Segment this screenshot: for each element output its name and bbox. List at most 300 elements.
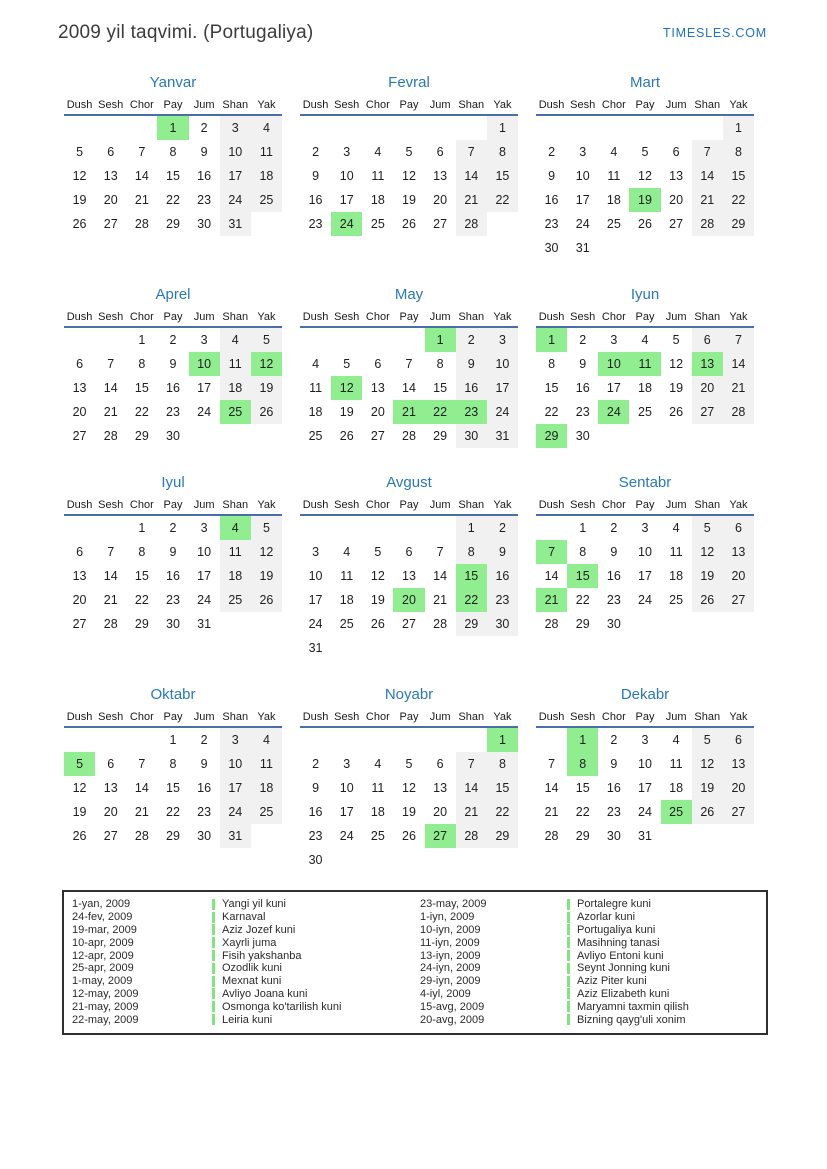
month-title: Avgust [386, 474, 432, 491]
day-cell: 26 [402, 829, 416, 843]
legend-item [72, 936, 420, 949]
day-cell: 26 [251, 400, 282, 424]
day-cell: 10 [197, 545, 212, 559]
page-title: 2009 yil taqvimi. (Portugaliya) [58, 22, 314, 43]
day-cell: 28 [402, 429, 416, 443]
day-cell: 30 [544, 241, 559, 255]
day-cell: 25 [661, 800, 692, 824]
day-cell: 1 [567, 728, 598, 752]
day-cell: 31 [220, 212, 251, 236]
weekday-label: Yak [493, 711, 512, 723]
day-cell: 25 [669, 593, 684, 607]
weekday-label: Chor [601, 711, 626, 723]
weekday-row [300, 711, 518, 728]
weekday-label: Chor [365, 99, 390, 111]
day-cell: 20 [103, 805, 118, 819]
holiday-marker-icon [567, 976, 570, 987]
day-cell-empty [692, 116, 723, 140]
day-cell: 13 [433, 781, 448, 795]
day-cell-empty [487, 636, 518, 660]
weekday-label: Yak [729, 711, 748, 723]
day-cell: 6 [692, 328, 723, 352]
day-cell: 21 [536, 588, 567, 612]
day-cell-empty [362, 848, 393, 872]
day-cell: 2 [456, 328, 487, 352]
day-cell: 9 [312, 781, 320, 795]
legend-item-name: Leiria kuni [222, 1013, 273, 1026]
day-cell: 4 [374, 145, 382, 159]
holiday-marker-icon [212, 950, 215, 961]
legend-item-name: Portalegre kuni [577, 898, 651, 911]
day-cell: 18 [308, 405, 323, 419]
day-cell: 1 [487, 728, 518, 752]
day-cell: 14 [544, 569, 559, 583]
day-cell: 24 [638, 805, 652, 819]
day-cell: 29 [456, 612, 487, 636]
weekday-label: Yak [257, 711, 276, 723]
day-cell: 9 [169, 545, 177, 559]
legend-item [420, 1013, 760, 1026]
day-cell-empty [251, 612, 282, 636]
day-cell: 3 [487, 328, 518, 352]
day-cell-empty [331, 516, 362, 540]
weekday-label: Pay [163, 499, 183, 511]
day-cell: 18 [251, 776, 282, 800]
month-days [300, 516, 518, 660]
weekday-label: Sesh [98, 711, 124, 723]
day-cell: 22 [166, 805, 180, 819]
holiday-marker-icon [212, 899, 215, 910]
day-cell: 23 [487, 588, 518, 612]
month-days [300, 328, 518, 448]
day-cell: 26 [669, 405, 684, 419]
day-cell-empty [393, 728, 424, 752]
day-cell: 24 [598, 400, 629, 424]
day-cell: 14 [456, 776, 487, 800]
day-cell: 3 [220, 728, 251, 752]
day-cell: 1 [723, 116, 754, 140]
weekday-label: Pay [399, 311, 419, 323]
day-cell: 22 [134, 405, 149, 419]
day-cell: 2 [169, 521, 177, 535]
day-cell: 11 [251, 752, 282, 776]
day-cell: 27 [72, 429, 87, 443]
day-cell: 15 [166, 781, 180, 795]
day-cell-empty [487, 212, 518, 236]
legend-item-date: 25-apr, 2009 [72, 962, 134, 975]
day-cell: 14 [103, 381, 118, 395]
legend-item-date: 13-iyn, 2009 [420, 949, 481, 962]
legend-item-date: 1-iyn, 2009 [420, 911, 475, 924]
day-cell: 23 [606, 805, 621, 819]
day-cell: 15 [487, 164, 518, 188]
day-cell: 24 [331, 212, 362, 236]
day-cell-empty [95, 116, 126, 140]
weekday-label: Sesh [570, 711, 596, 723]
legend-item-name: Seynt Jonning kuni [577, 962, 670, 975]
day-cell-empty [661, 236, 692, 260]
day-cell: 7 [548, 757, 556, 771]
weekday-label: Chor [601, 499, 626, 511]
day-cell: 9 [548, 169, 556, 183]
day-cell-empty [64, 516, 95, 540]
day-cell-empty [300, 728, 331, 752]
day-cell-empty [425, 848, 456, 872]
weekday-label: Pay [163, 711, 183, 723]
day-cell: 30 [456, 424, 487, 448]
day-cell: 6 [107, 757, 115, 771]
day-cell: 7 [456, 140, 487, 164]
month-days [64, 516, 282, 636]
day-cell: 2 [548, 145, 556, 159]
day-cell: 19 [402, 805, 416, 819]
day-cell: 8 [138, 545, 146, 559]
day-cell: 1 [157, 116, 188, 140]
day-cell-empty [598, 236, 629, 260]
legend-item-date: 29-iyn, 2009 [420, 975, 481, 988]
day-cell: 13 [723, 752, 754, 776]
day-cell: 6 [76, 357, 84, 371]
holiday-marker-icon [212, 976, 215, 987]
weekday-label: Jum [665, 99, 687, 111]
day-cell: 18 [220, 376, 251, 400]
holiday-marker-icon [567, 899, 570, 910]
day-cell: 12 [370, 569, 385, 583]
holiday-marker-icon [212, 988, 215, 999]
day-cell: 21 [456, 800, 487, 824]
day-cell: 24 [197, 405, 212, 419]
weekday-label: Dush [538, 311, 565, 323]
day-cell: 20 [72, 593, 87, 607]
day-cell: 8 [487, 140, 518, 164]
day-cell: 8 [169, 145, 177, 159]
day-cell: 5 [692, 728, 723, 752]
weekday-label: Jum [665, 499, 687, 511]
day-cell: 16 [575, 381, 590, 395]
day-cell: 17 [197, 381, 212, 395]
month [300, 686, 518, 872]
day-cell: 15 [567, 564, 598, 588]
day-cell: 12 [72, 781, 87, 795]
day-cell: 25 [251, 188, 282, 212]
day-cell: 13 [433, 169, 448, 183]
month-days [64, 328, 282, 448]
day-cell: 23 [166, 593, 180, 607]
day-cell: 13 [72, 569, 87, 583]
weekday-label: Chor [129, 499, 154, 511]
day-cell-empty [536, 516, 567, 540]
day-cell: 13 [72, 381, 87, 395]
legend-item [72, 1013, 420, 1026]
day-cell-empty [456, 636, 487, 660]
weekday-label: Shan [222, 711, 249, 723]
day-cell: 20 [72, 405, 87, 419]
day-cell: 18 [606, 193, 621, 207]
day-cell: 29 [575, 617, 590, 631]
legend-item-name: Karnaval [222, 911, 266, 924]
weekday-label: Sesh [334, 499, 360, 511]
day-cell: 9 [200, 757, 208, 771]
day-cell-empty [425, 116, 456, 140]
day-cell-empty [661, 424, 692, 448]
day-cell: 30 [606, 829, 621, 843]
day-cell: 23 [575, 405, 590, 419]
day-cell: 17 [220, 776, 251, 800]
day-cell: 26 [339, 429, 354, 443]
legend-item [420, 924, 760, 937]
day-cell: 12 [72, 169, 87, 183]
legend-item-name: Maryamni taxmin qilish [577, 1000, 689, 1013]
day-cell-empty [300, 116, 331, 140]
day-cell: 10 [220, 140, 251, 164]
day-cell: 25 [638, 405, 652, 419]
day-cell: 22 [166, 193, 180, 207]
day-cell-empty [220, 612, 251, 636]
site-link[interactable]: TIMESLES.COM [662, 26, 767, 40]
day-cell: 19 [72, 805, 87, 819]
day-cell: 15 [134, 569, 149, 583]
day-cell: 2 [579, 333, 587, 347]
month [64, 74, 282, 236]
day-cell: 10 [220, 752, 251, 776]
day-cell: 29 [487, 824, 518, 848]
day-cell: 16 [166, 569, 180, 583]
day-cell: 21 [723, 376, 754, 400]
day-cell: 19 [402, 193, 416, 207]
day-cell: 16 [606, 781, 621, 795]
legend-item [72, 975, 420, 988]
weekday-label: Dush [538, 499, 565, 511]
day-cell-empty [723, 424, 754, 448]
day-cell-empty [362, 328, 393, 352]
day-cell: 3 [343, 757, 351, 771]
day-cell: 3 [641, 521, 649, 535]
day-cell-empty [487, 848, 518, 872]
legend-item-date: 12-may, 2009 [72, 987, 139, 1000]
day-cell: 1 [456, 516, 487, 540]
day-cell: 24 [220, 188, 251, 212]
day-cell-empty [64, 328, 95, 352]
day-cell: 5 [405, 757, 413, 771]
day-cell: 6 [723, 728, 754, 752]
weekday-label: Pay [399, 99, 419, 111]
legend-item-date: 1-may, 2009 [72, 975, 133, 988]
day-cell: 31 [220, 824, 251, 848]
weekday-label: Shan [458, 311, 485, 323]
day-cell: 9 [610, 545, 618, 559]
weekday-label: Dush [302, 99, 329, 111]
day-cell: 23 [456, 400, 487, 424]
day-cell: 24 [638, 593, 652, 607]
day-cell: 22 [134, 593, 149, 607]
legend-item-name: Avliyo Joana kuni [222, 987, 308, 1000]
holiday-marker-icon [567, 1014, 570, 1025]
day-cell: 22 [487, 800, 518, 824]
day-cell-empty [251, 824, 282, 848]
day-cell: 16 [544, 193, 559, 207]
day-cell: 15 [575, 781, 590, 795]
weekday-label: Sesh [98, 99, 124, 111]
legend-item-date: 21-may, 2009 [72, 1000, 139, 1013]
day-cell-empty [331, 636, 362, 660]
day-cell: 26 [72, 829, 87, 843]
legend-item [72, 898, 420, 911]
weekday-label: Chor [601, 99, 626, 111]
day-cell: 5 [251, 328, 282, 352]
holiday-marker-icon [567, 988, 570, 999]
month [536, 286, 754, 448]
day-cell: 15 [166, 169, 180, 183]
day-cell-empty [456, 728, 487, 752]
day-cell: 13 [723, 540, 754, 564]
day-cell: 13 [669, 169, 684, 183]
day-cell: 23 [544, 217, 559, 231]
holiday-marker-icon [212, 912, 215, 923]
day-cell: 4 [672, 521, 680, 535]
day-cell: 25 [606, 217, 621, 231]
day-cell: 8 [723, 140, 754, 164]
legend-item-date: 15-avg, 2009 [420, 1000, 485, 1013]
day-cell: 3 [641, 733, 649, 747]
day-cell: 3 [200, 333, 208, 347]
legend-item-date: 4-iyl, 2009 [420, 987, 471, 1000]
weekday-label: Dush [66, 711, 93, 723]
day-cell: 6 [672, 145, 680, 159]
day-cell: 27 [103, 217, 118, 231]
day-cell: 29 [575, 829, 590, 843]
legend-item [420, 949, 760, 962]
day-cell: 4 [220, 328, 251, 352]
month-title: Iyul [161, 474, 185, 491]
weekday-label: Chor [129, 711, 154, 723]
day-cell: 16 [197, 781, 212, 795]
day-cell: 16 [308, 805, 323, 819]
legend-item-date: 11-iyn, 2009 [420, 936, 480, 949]
day-cell: 30 [487, 612, 518, 636]
day-cell: 5 [374, 545, 382, 559]
day-cell: 30 [166, 617, 180, 631]
day-cell: 14 [103, 569, 118, 583]
day-cell: 9 [312, 169, 320, 183]
day-cell: 26 [638, 217, 652, 231]
day-cell: 11 [220, 540, 251, 564]
legend-item-date: 19-mar, 2009 [72, 923, 137, 936]
day-cell: 18 [339, 593, 354, 607]
weekday-label: Sesh [570, 311, 596, 323]
day-cell: 17 [487, 376, 518, 400]
day-cell: 4 [343, 545, 351, 559]
day-cell: 5 [251, 516, 282, 540]
weekday-label: Yak [729, 499, 748, 511]
day-cell: 28 [692, 212, 723, 236]
day-cell: 8 [579, 545, 587, 559]
day-cell: 10 [189, 352, 220, 376]
day-cell-empty [393, 636, 424, 660]
weekday-label: Dush [538, 711, 565, 723]
day-cell: 20 [723, 564, 754, 588]
day-cell-empty [393, 848, 424, 872]
legend-column-1 [72, 898, 420, 1026]
weekday-label: Chor [129, 99, 154, 111]
legend-item-name: Masihning tanasi [577, 936, 660, 949]
legend-item [72, 949, 420, 962]
day-cell: 20 [669, 193, 684, 207]
legend-item-date: 24-fev, 2009 [72, 911, 133, 924]
legend-item-date: 1-yan, 2009 [72, 898, 131, 911]
day-cell: 27 [425, 824, 456, 848]
weekday-label: Dush [66, 99, 93, 111]
day-cell: 21 [134, 805, 149, 819]
weekday-label: Pay [635, 99, 655, 111]
legend-item-name: Yangi yil kuni [222, 898, 286, 911]
day-cell: 25 [339, 617, 354, 631]
day-cell: 7 [456, 752, 487, 776]
day-cell: 9 [169, 357, 177, 371]
weekday-label: Jum [665, 311, 687, 323]
day-cell: 1 [536, 328, 567, 352]
day-cell: 8 [567, 752, 598, 776]
day-cell: 31 [638, 829, 652, 843]
day-cell: 18 [370, 805, 385, 819]
day-cell: 15 [134, 381, 149, 395]
day-cell: 29 [536, 424, 567, 448]
holiday-marker-icon [567, 937, 570, 948]
weekday-label: Pay [635, 311, 655, 323]
month-title: Noyabr [384, 686, 434, 703]
day-cell: 2 [610, 521, 618, 535]
day-cell-empty [362, 728, 393, 752]
weekday-label: Shan [458, 499, 485, 511]
month [64, 474, 282, 636]
legend-item-name: Aziz Jozef kuni [222, 923, 296, 936]
weekday-row [536, 711, 754, 728]
month [536, 686, 754, 848]
day-cell: 27 [370, 429, 385, 443]
legend-item [420, 936, 760, 949]
legend-item [420, 988, 760, 1001]
weekday-label: Shan [694, 711, 721, 723]
weekday-label: Yak [493, 499, 512, 511]
day-cell-empty [661, 116, 692, 140]
legend-item-name: Aziz Piter kuni [577, 975, 647, 988]
day-cell: 10 [638, 545, 652, 559]
day-cell-empty [425, 728, 456, 752]
day-cell: 8 [436, 357, 444, 371]
day-cell: 15 [433, 381, 448, 395]
legend-item-name: Bizning qayg'uli xonim [577, 1013, 686, 1026]
day-cell: 31 [197, 617, 212, 631]
day-cell: 12 [251, 540, 282, 564]
day-cell-empty [362, 516, 393, 540]
day-cell: 13 [692, 352, 723, 376]
day-cell: 13 [370, 381, 385, 395]
weekday-label: Pay [635, 711, 655, 723]
day-cell: 4 [220, 516, 251, 540]
day-cell: 3 [610, 333, 618, 347]
day-cell: 9 [200, 145, 208, 159]
day-cell: 30 [575, 429, 590, 443]
weekday-label: Shan [694, 311, 721, 323]
day-cell: 7 [536, 540, 567, 564]
legend-item-date: 12-apr, 2009 [72, 949, 134, 962]
day-cell: 20 [370, 405, 385, 419]
day-cell: 29 [134, 429, 149, 443]
day-cell: 17 [220, 164, 251, 188]
legend-item [420, 962, 760, 975]
day-cell: 18 [370, 193, 385, 207]
day-cell: 10 [339, 781, 354, 795]
day-cell: 19 [669, 381, 684, 395]
